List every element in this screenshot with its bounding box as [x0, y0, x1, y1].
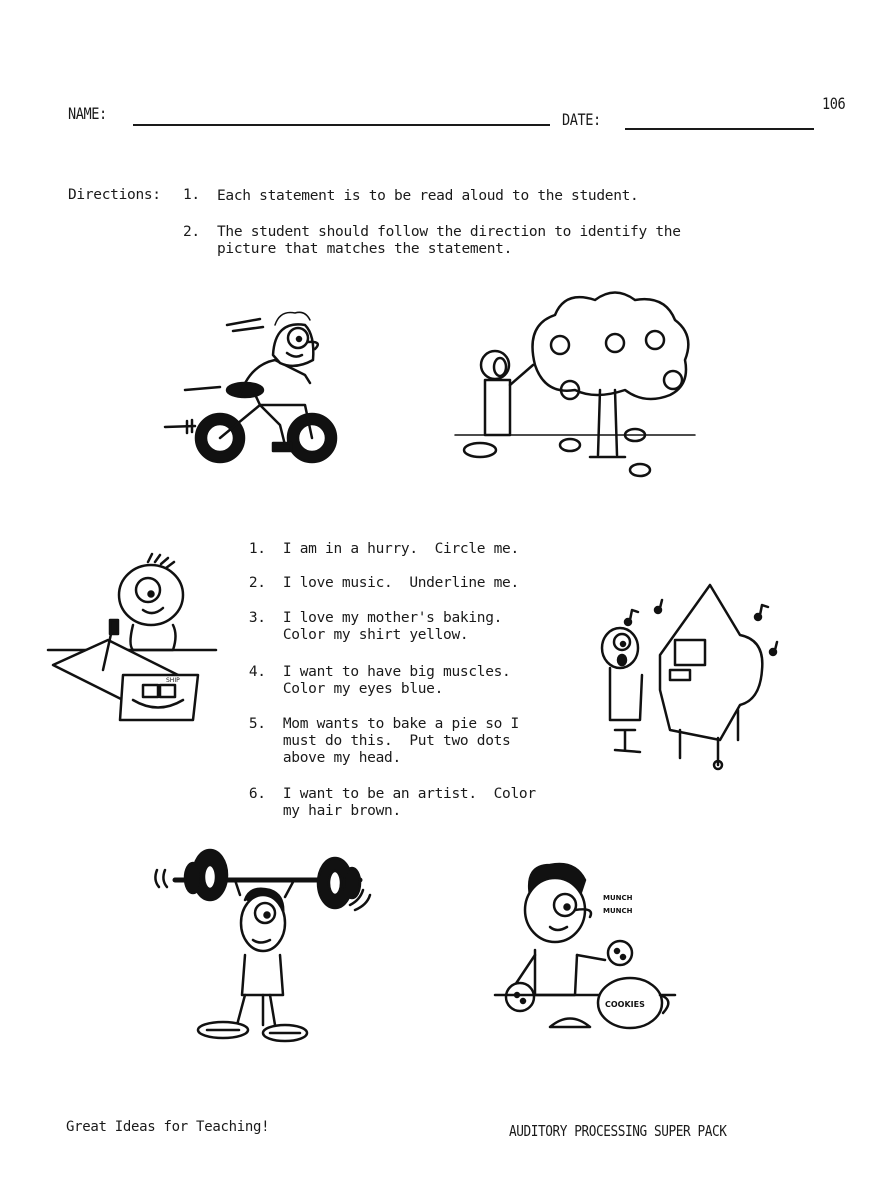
- date-field-line[interactable]: [625, 128, 814, 130]
- statement-text-line: I want to be an artist. Color: [282, 786, 536, 802]
- statement-text-line: Mom wants to bake a pie so I: [282, 716, 519, 732]
- cookie-boy-illustration[interactable]: [495, 855, 680, 1040]
- piano-boy-illustration[interactable]: [600, 580, 790, 770]
- statement-6: [232, 769, 536, 820]
- statement-2: [232, 558, 519, 592]
- bicycle-boy-illustration[interactable]: [165, 305, 345, 475]
- directions-label: Directions:: [68, 187, 161, 203]
- statement-text-line: must do this. Put two dots: [282, 733, 511, 749]
- statement-number: 5.: [248, 716, 266, 732]
- statement-number: 1.: [248, 541, 266, 557]
- svg-text:MUNCH: MUNCH: [603, 894, 633, 902]
- apple-tree-illustration[interactable]: [455, 285, 705, 485]
- statement-3: [232, 593, 502, 644]
- direction-2-number: 2.: [183, 224, 200, 240]
- statement-1: [232, 524, 519, 558]
- statement-text-line: above my head.: [282, 750, 401, 766]
- statement-text-line: Color my shirt yellow.: [282, 627, 469, 643]
- statement-text-line: I love my mother's baking.: [282, 610, 503, 626]
- direction-2-text-line2: picture that matches the statement.: [217, 241, 513, 257]
- statement-text-line: I want to have big muscles.: [282, 664, 511, 680]
- statement-text-line: Color my eyes blue.: [282, 681, 444, 697]
- svg-text:MUNCH: MUNCH: [603, 907, 633, 915]
- statement-5: [232, 699, 519, 767]
- statement-text: I love music. Underline me.: [282, 575, 519, 591]
- statement-number: 4.: [248, 664, 266, 680]
- direction-1-text: Each statement is to be read aloud to the student.: [217, 188, 639, 204]
- page-number: 106: [822, 94, 846, 113]
- name-label: NAME:: [68, 104, 107, 123]
- direction-1-number: 1.: [183, 187, 200, 203]
- statement-number: 3.: [248, 610, 266, 626]
- footer-left-text: Great Ideas for Teaching!: [66, 1119, 270, 1135]
- direction-2-text-line1: The student should follow the direction to identify the: [217, 224, 681, 240]
- statement-number: 6.: [248, 786, 266, 802]
- footer-right-text: AUDITORY PROCESSING SUPER PACK: [509, 1122, 727, 1140]
- svg-text:COOKIES: COOKIES: [605, 1000, 645, 1009]
- statement-text: I am in a hurry. Circle me.: [282, 541, 519, 557]
- weightlifter-illustration[interactable]: [145, 845, 375, 1050]
- statement-text-line: my hair brown.: [282, 803, 401, 819]
- statement-number: 2.: [248, 575, 266, 591]
- statement-4: [232, 647, 510, 698]
- date-label: DATE:: [562, 110, 601, 129]
- artist-boy-illustration[interactable]: [48, 550, 218, 725]
- name-field-line[interactable]: [133, 124, 550, 126]
- svg-text:SHIP: SHIP: [166, 677, 180, 684]
